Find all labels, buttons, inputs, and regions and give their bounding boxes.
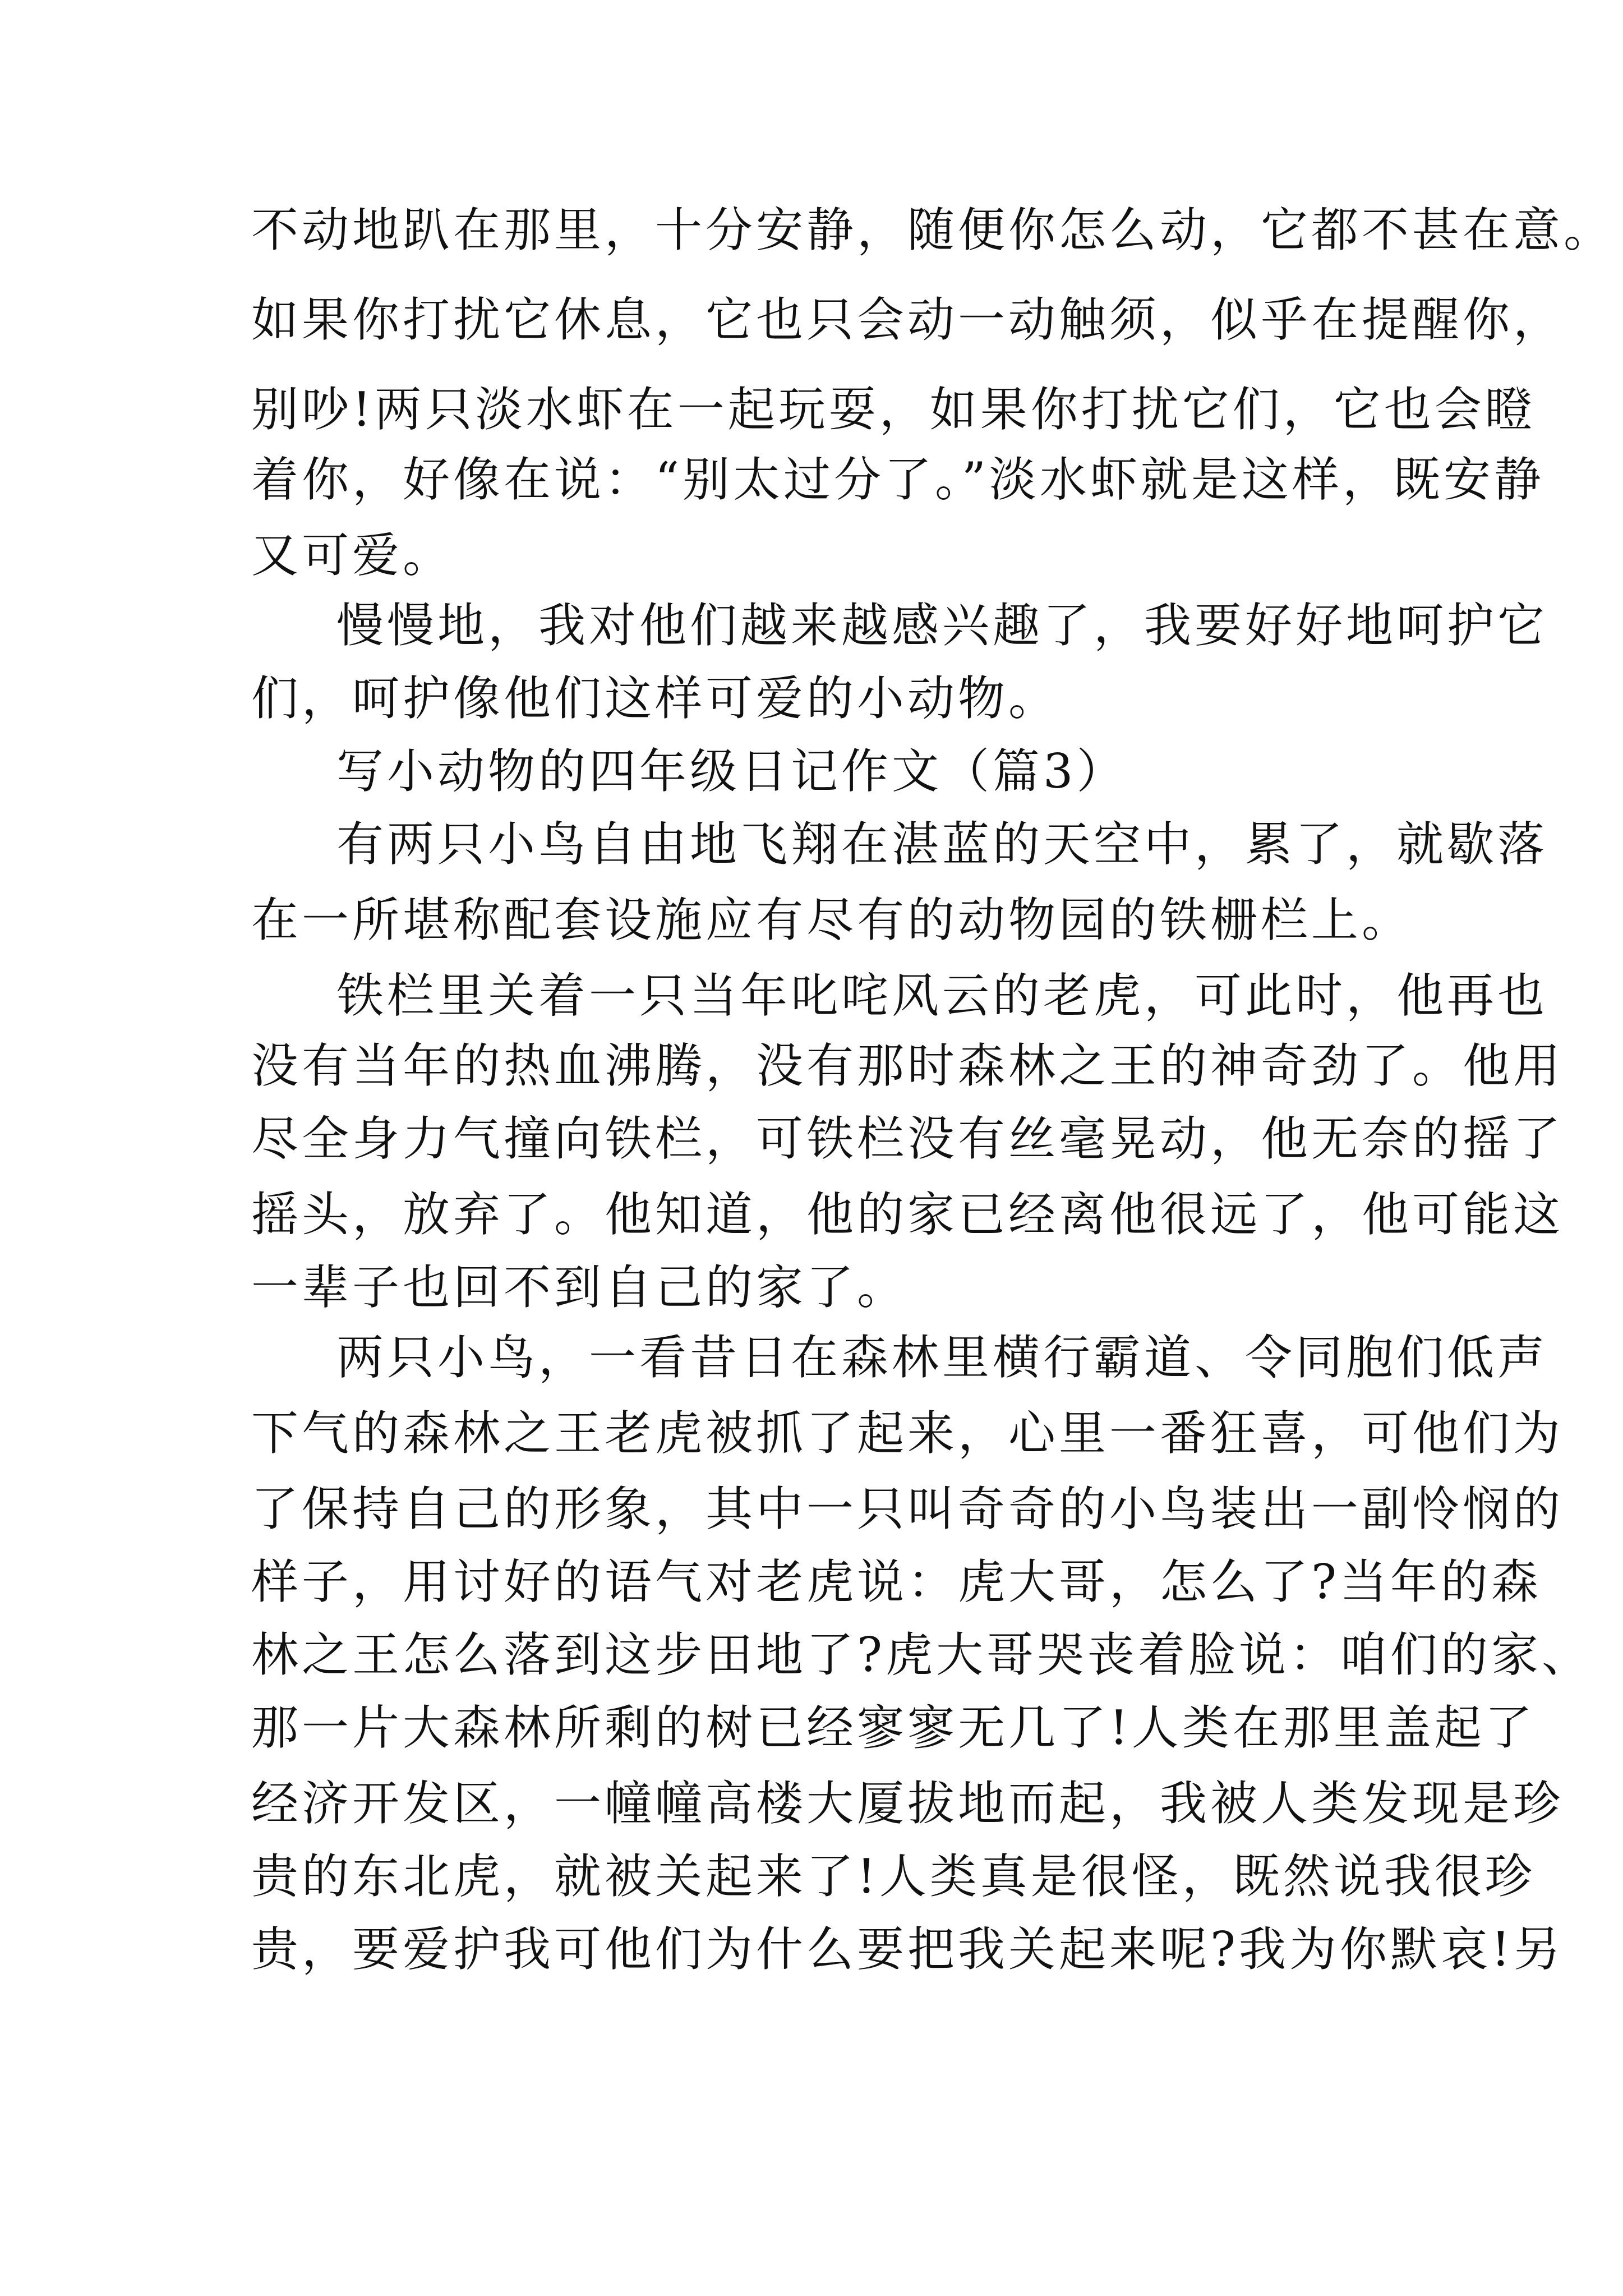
text-line: 着你，好像在说：“别太过分了。”淡水虾就是这样，既安静 xyxy=(251,452,1544,507)
text-line: 两只小鸟，一看昔日在森林里横行霸道、令同胞们低声 xyxy=(336,1330,1548,1385)
text-line: 那一片大森林所剩的树已经寥寥无几了!人类在那里盖起了 xyxy=(251,1700,1536,1755)
text-line: 铁栏里关着一只当年叱咤风云的老虎，可此时，他再也 xyxy=(336,968,1548,1023)
text-line: 有两只小鸟自由地飞翔在湛蓝的天空中，累了，就歇落 xyxy=(336,817,1548,872)
text-line: 下气的森林之王老虎被抓了起来，心里一番狂喜，可他们为 xyxy=(251,1406,1564,1461)
text-line: 林之王怎么落到这步田地了?虎大哥哭丧着脸说：咱们的家、 xyxy=(251,1627,1593,1682)
text-line: 尽全身力气撞向铁栏，可铁栏没有丝毫晃动，他无奈的摇了 xyxy=(251,1111,1564,1166)
text-line: 贵的东北虎，就被关起来了!人类真是很怪，既然说我很珍 xyxy=(251,1849,1536,1904)
text-line: 不动地趴在那里，十分安静，随便你怎么动，它都不甚在意。 xyxy=(251,203,1615,257)
text-line: 又可爱。 xyxy=(251,528,454,583)
text-line: 贵，要爱护我可他们为什么要把我关起来呢?我为你默哀!另 xyxy=(251,1922,1564,1977)
text-line: 慢慢地，我对他们越来越感兴趣了，我要好好地呵护它 xyxy=(336,598,1548,653)
text-line: 了保持自己的形象，其中一只叫奇奇的小鸟装出一副怜悯的 xyxy=(251,1481,1564,1536)
text-line: 摇头，放弃了。他知道，他的家已经离他很远了，他可能这 xyxy=(251,1187,1564,1242)
text-line: 一辈子也回不到自己的家了。 xyxy=(251,1260,908,1315)
text-line: 别吵!两只淡水虾在一起玩耍，如果你打扰它们，它也会瞪 xyxy=(251,382,1536,437)
text-line: 经济开发区，一幢幢高楼大厦拔地而起，我被人类发现是珍 xyxy=(251,1776,1564,1831)
text-line: 样子，用讨好的语气对老虎说：虎大哥，怎么了?当年的森 xyxy=(251,1554,1542,1609)
section-heading: 写小动物的四年级日记作文（篇3） xyxy=(336,744,1127,799)
text-line: 们，呵护像他们这样可爱的小动物。 xyxy=(251,671,1059,726)
text-line: 在一所堪称配套设施应有尽有的动物园的铁栅栏上。 xyxy=(251,892,1413,947)
text-line: 没有当年的热血沸腾，没有那时森林之王的神奇劲了。他用 xyxy=(251,1038,1564,1093)
text-line: 如果你打扰它休息，它也只会动一动触须，似乎在提醒你， xyxy=(251,292,1564,347)
